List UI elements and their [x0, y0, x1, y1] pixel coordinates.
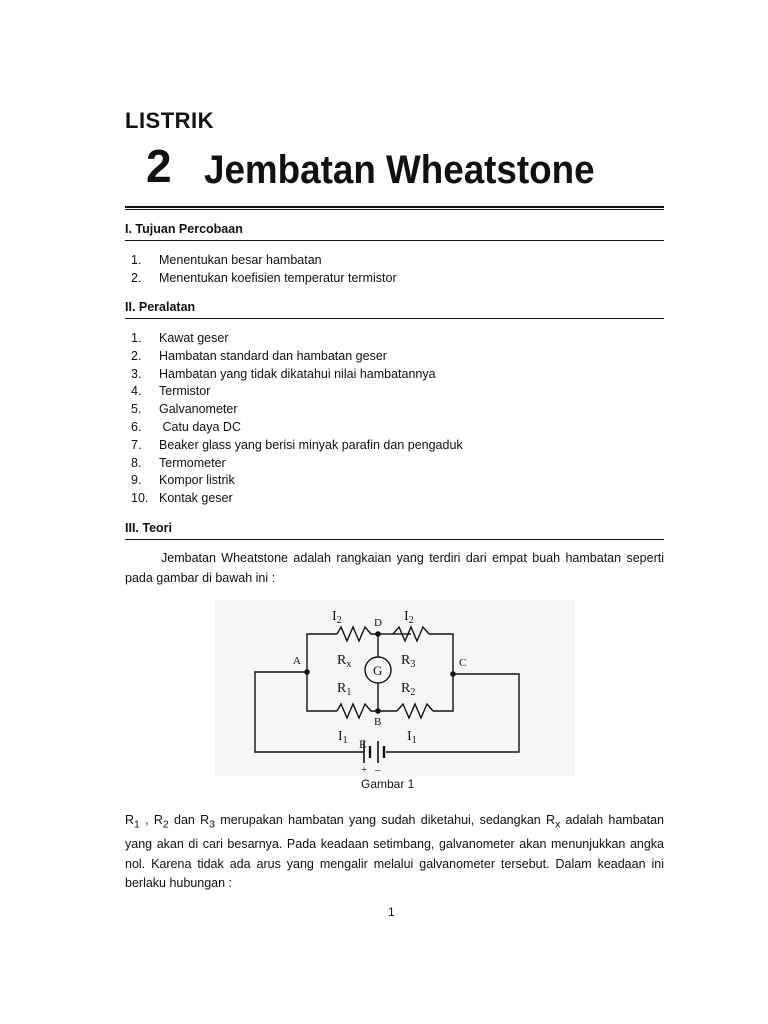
- list-item: 7. Beaker glass yang berisi minyak parafin dan pengaduk: [131, 437, 463, 452]
- node-b-dot: [375, 708, 381, 714]
- label-i1-left: $I_1$: [338, 729, 348, 746]
- list-item: 3. Hambatan yang tidak dikatahui nilai hambatannya: [131, 366, 436, 381]
- label-battery-minus: –: [375, 764, 381, 776]
- teori-paragraph-2: $R_1$ , $R_2$ dan $R_3$ merupakan hambatan yang sudah diketahui, sedangkan $R_x$ adalah hambatan yang akan di cari besarnya. Pada keadaan setimbang, galvanometer akan menunjukkan angka nol. Karena tidak ada arus yang mengalir melalui galvanometer tersebut. Dalam keadaan ini berlaku hubungan :: [125, 813, 664, 890]
- list-item: 1. Menentukan besar hambatan: [131, 253, 322, 267]
- teori-intro-paragraph: Jembatan Wheatstone adalah rangkaian yang terdiri dari empat buah hambatan seperti pada gambar di bawah ini :: [125, 551, 664, 585]
- list-item: 10. Kontak geser: [131, 491, 233, 506]
- label-rx: $R_x$: [337, 653, 352, 670]
- list-item: 1. Kawat geser: [131, 331, 229, 345]
- label-node-d: D: [374, 617, 382, 629]
- list-item: 6. Catu daya DC: [131, 419, 241, 434]
- label-node-a: A: [293, 655, 301, 667]
- node-d-dot: [375, 631, 381, 637]
- diagram-background: [215, 600, 575, 776]
- label-node-b: B: [374, 716, 382, 728]
- wheatstone-circuit-diagram: [215, 600, 575, 776]
- list-item: 2. Hambatan standard dan hambatan geser: [131, 348, 387, 363]
- label-r2: $R_2$: [401, 681, 416, 698]
- section-heading-tujuan: I. Tujuan Percobaan: [125, 222, 664, 241]
- page-number: 1: [388, 905, 395, 919]
- figure-caption: Gambar 1: [361, 777, 415, 791]
- tujuan-list: [131, 252, 397, 288]
- label-i1-right: $I_1$: [407, 729, 417, 746]
- page-title: Jembatan Wheatstone: [204, 148, 595, 192]
- label-node-c: C: [459, 657, 467, 669]
- label-i2-right: $I_2$: [404, 609, 414, 626]
- label-r3: $R_3$: [401, 653, 416, 670]
- label-r1: $R_1$: [337, 681, 352, 698]
- label-battery-plus: +: [361, 764, 368, 776]
- label-i2-left: $I_2$: [332, 609, 342, 626]
- list-item: 5. Galvanometer: [131, 402, 238, 417]
- list-item: 9. Kompor listrik: [131, 473, 235, 488]
- list-item: 4. Termistor: [131, 384, 211, 399]
- list-item: 8. Termometer: [131, 455, 226, 470]
- section-heading-peralatan: II. Peralatan: [125, 300, 664, 319]
- label-battery-e: E: [359, 737, 367, 751]
- chapter-label: LISTRIK: [125, 108, 215, 133]
- chapter-number: 2: [146, 140, 172, 192]
- list-item: 2. Menentukan koefisien temperatur termistor: [131, 270, 397, 285]
- peralatan-list: [131, 330, 463, 508]
- section-heading-teori: III. Teori: [125, 521, 664, 540]
- node-a-dot: [304, 669, 310, 675]
- label-galvanometer: G: [373, 663, 383, 678]
- node-c-dot: [450, 671, 456, 677]
- title-divider: [125, 206, 664, 210]
